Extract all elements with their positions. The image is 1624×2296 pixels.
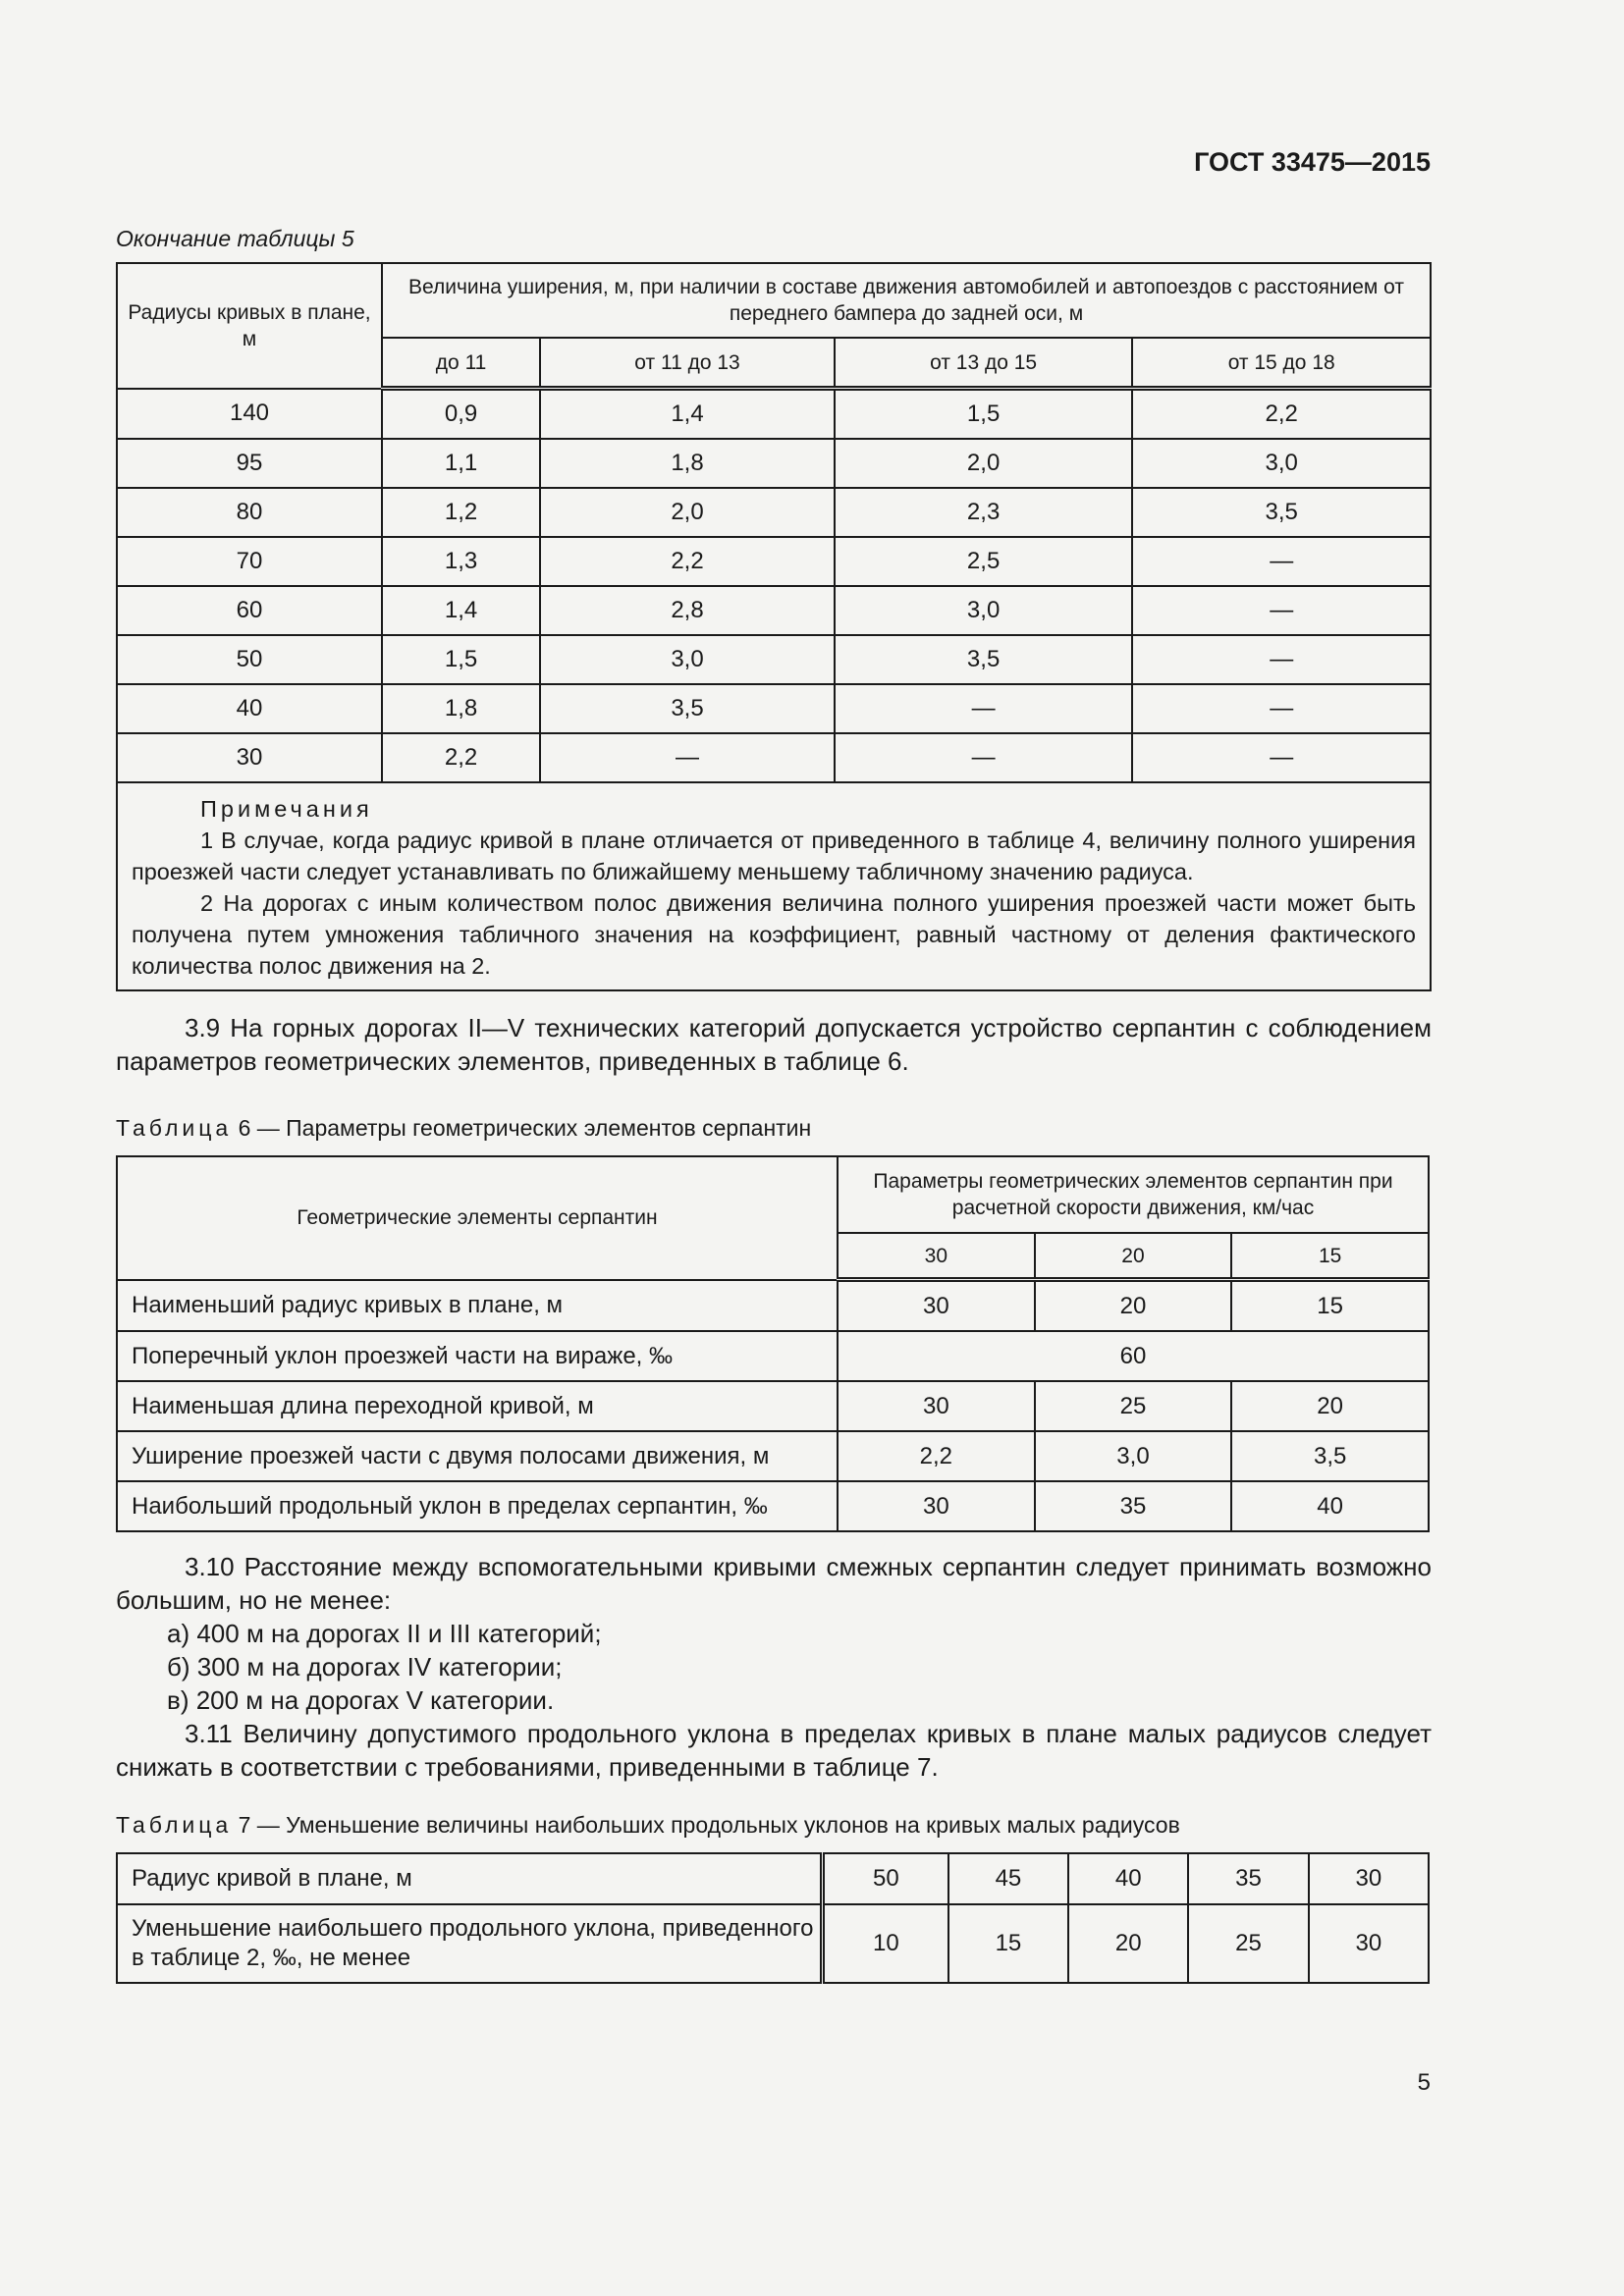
paragraph-3-9-text: 3.9 На горных дорогах II—V технических категорий допускается устройство серпантин с соблюдением параметров геометрических элементов, приведенных в таблице 6.	[116, 1013, 1432, 1076]
paragraph-3-11-text: 3.11 Величину допустимого продольного уклона в пределах кривых в плане малых радиусов следует снижать в соответствии с требованиями, приведенными в таблице 7.	[116, 1719, 1432, 1782]
table-cell: 2,2	[1132, 389, 1431, 440]
table-row	[117, 1331, 1429, 1381]
table-cell: 70	[117, 537, 382, 586]
table-row	[117, 1904, 1429, 1983]
table-row	[117, 1280, 1429, 1332]
table-cell: 2,2	[382, 733, 540, 782]
table6-subheader: 30	[838, 1233, 1035, 1280]
table-cell: 3,0	[1132, 439, 1431, 488]
table7-caption-text: 7 — Уменьшение величины наибольших продольных уклонов на кривых малых радиусов	[232, 1812, 1180, 1838]
table7-caption	[116, 1812, 1180, 1839]
table-cell: —	[835, 684, 1133, 733]
table-row	[117, 635, 1431, 684]
table-cell: 2,2	[540, 537, 835, 586]
table-cell: 15	[1231, 1280, 1429, 1332]
table-cell: 30	[838, 1381, 1035, 1431]
table-row-label: Наибольший продольный уклон в пределах серпантин, ‰	[117, 1481, 838, 1531]
note-2: 2 На дорогах с иным количеством полос движения величина полного уширения проезжей части может быть получена путем умножения табличного значения на коэффициент, равный частному от деления фактического количества полос движения на 2.	[132, 890, 1416, 979]
table5-header-group: Величина уширения, м, при наличии в составе движения автомобилей и автопоездов с расстоянием от переднего бампера до задней оси, м	[382, 263, 1431, 338]
table-cell: —	[1132, 635, 1431, 684]
table-row	[117, 586, 1431, 635]
table-row	[117, 733, 1431, 782]
page-number: 5	[1417, 2069, 1431, 2096]
table-cell: 25	[1035, 1381, 1232, 1431]
table-row	[117, 1381, 1429, 1431]
table-cell: 15	[948, 1904, 1068, 1983]
table-cell: —	[540, 733, 835, 782]
list-item: б) 300 м на дорогах IV категории;	[167, 1652, 563, 1682]
table6-header-elements: Геометрические элементы серпантин	[117, 1156, 838, 1280]
table-cell: 1,8	[540, 439, 835, 488]
table-cell: 2,8	[540, 586, 835, 635]
table-row-label: Уширение проезжей части с двумя полосами движения, м	[117, 1431, 838, 1481]
table-cell: 30	[1309, 1904, 1429, 1983]
table5-subheader: от 13 до 15	[835, 338, 1133, 389]
table-cell: 2,0	[835, 439, 1133, 488]
table-cell: 35	[1188, 1853, 1308, 1904]
table-cell: 1,2	[382, 488, 540, 537]
page-header-standard: ГОСТ 33475—2015	[1194, 147, 1431, 177]
table-cell: 60	[117, 586, 382, 635]
table-cell: 0,9	[382, 389, 540, 440]
table-row-label: Радиус кривой в плане, м	[117, 1853, 823, 1904]
table-cell: 25	[1188, 1904, 1308, 1983]
table-row	[117, 1481, 1429, 1531]
table-row	[117, 1853, 1429, 1904]
table-cell: 10	[823, 1904, 948, 1983]
table-cell: 20	[1035, 1280, 1232, 1332]
table-cell: 140	[117, 389, 382, 440]
table5-header-radius: Радиусы кривых в плане, м	[117, 263, 382, 389]
table-cell: 80	[117, 488, 382, 537]
table6-header-group: Параметры геометрических элементов серпантин при расчетной скорости движения, км/час	[838, 1156, 1429, 1233]
table-cell: —	[1132, 586, 1431, 635]
table-cell: —	[1132, 733, 1431, 782]
table-cell: 35	[1035, 1481, 1232, 1531]
table-row	[117, 684, 1431, 733]
table5-continuation-caption: Окончание таблицы 5	[116, 226, 354, 251]
table-cell: —	[1132, 537, 1431, 586]
table-cell: 1,8	[382, 684, 540, 733]
table-5	[116, 262, 1432, 991]
table-cell-merged: 60	[838, 1331, 1429, 1381]
notes-title: Примечания	[200, 796, 373, 822]
table-cell: —	[1132, 684, 1431, 733]
table-row-label: Наименьшая длина переходной кривой, м	[117, 1381, 838, 1431]
table-row	[117, 537, 1431, 586]
table-row	[117, 389, 1431, 440]
table5-subheader: от 11 до 13	[540, 338, 835, 389]
paragraphs-3-10-3-11	[116, 1550, 1432, 1784]
table-cell: 3,5	[1231, 1431, 1429, 1481]
table-cell: 1,3	[382, 537, 540, 586]
table-cell: 1,4	[382, 586, 540, 635]
table6-caption-text: 6 — Параметры геометрических элементов серпантин	[232, 1115, 812, 1141]
table-row-label: Наименьший радиус кривых в плане, м	[117, 1280, 838, 1332]
table-cell: 3,0	[835, 586, 1133, 635]
table-cell: 2,3	[835, 488, 1133, 537]
table7-caption-prefix: Таблица	[116, 1812, 233, 1838]
table-cell: 40	[1068, 1853, 1188, 1904]
table-cell: —	[835, 733, 1133, 782]
list-item: в) 200 м на дорогах V категории.	[167, 1685, 555, 1715]
table5-subheader: до 11	[382, 338, 540, 389]
paragraph-3-9	[116, 1011, 1432, 1078]
table6-caption	[116, 1115, 811, 1142]
table-cell: 30	[117, 733, 382, 782]
table-cell: 1,1	[382, 439, 540, 488]
table-cell: 3,5	[540, 684, 835, 733]
table6-subheader: 20	[1035, 1233, 1232, 1280]
table-cell: 45	[948, 1853, 1068, 1904]
table-cell: 3,5	[1132, 488, 1431, 537]
table-row-label: Уменьшение наибольшего продольного уклона, приведенного в таблице 2, ‰, не менее	[117, 1904, 823, 1983]
table-row	[117, 488, 1431, 537]
table-cell: 40	[117, 684, 382, 733]
table-cell: 3,0	[540, 635, 835, 684]
table-6	[116, 1155, 1430, 1532]
table6-subheader: 15	[1231, 1233, 1429, 1280]
table-cell: 2,2	[838, 1431, 1035, 1481]
table-cell: 20	[1068, 1904, 1188, 1983]
table-row-label: Поперечный уклон проезжей части на вираже, ‰	[117, 1331, 838, 1381]
table-cell: 95	[117, 439, 382, 488]
table-cell: 2,0	[540, 488, 835, 537]
table-cell: 30	[838, 1481, 1035, 1531]
table-cell: 40	[1231, 1481, 1429, 1531]
table-cell: 1,5	[835, 389, 1133, 440]
table-cell: 20	[1231, 1381, 1429, 1431]
table-7	[116, 1852, 1430, 1984]
table-cell: 50	[117, 635, 382, 684]
table6-caption-prefix: Таблица	[116, 1115, 233, 1141]
table-cell: 3,5	[835, 635, 1133, 684]
table5-subheader: от 15 до 18	[1132, 338, 1431, 389]
table-row	[117, 1431, 1429, 1481]
table5-notes-row	[117, 782, 1431, 990]
table-cell: 2,5	[835, 537, 1133, 586]
note-1: 1 В случае, когда радиус кривой в плане отличается от приведенного в таблице 4, величину полного уширения проезжей части следует устанавливать по ближайшему меньшему табличному значению радиуса.	[132, 828, 1416, 884]
table-cell: 1,4	[540, 389, 835, 440]
table-row	[117, 439, 1431, 488]
table-cell: 1,5	[382, 635, 540, 684]
list-item: а) 400 м на дорогах II и III категорий;	[167, 1619, 602, 1648]
table-cell: 50	[823, 1853, 948, 1904]
table5-notes	[117, 782, 1431, 990]
paragraph-3-10-text: 3.10 Расстояние между вспомогательными кривыми смежных серпантин следует принимать возможно большим, но не менее:	[116, 1552, 1432, 1615]
table-cell: 30	[1309, 1853, 1429, 1904]
table-cell: 30	[838, 1280, 1035, 1332]
table-cell: 3,0	[1035, 1431, 1232, 1481]
